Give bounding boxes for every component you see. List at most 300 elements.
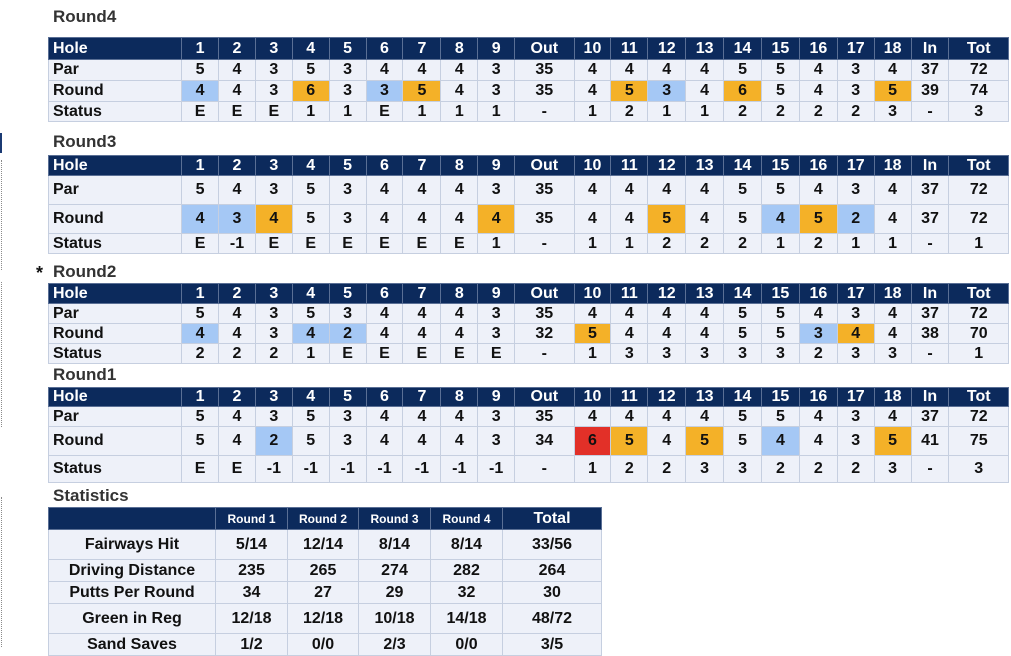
score-cell: 1 [329, 102, 366, 122]
score-cell: 1 [761, 234, 799, 254]
dotted-divider [1, 160, 2, 270]
score-cell: 4 [441, 427, 478, 456]
score-cell: 3 [837, 81, 874, 102]
score-cell: E [292, 234, 329, 254]
status-row [49, 234, 1009, 254]
score-cell: 1 [441, 102, 478, 122]
statistic-value: 0/0 [431, 634, 503, 656]
score-cell: 4 [292, 156, 329, 176]
header-row [49, 388, 1009, 407]
score-cell: 4 [441, 176, 478, 205]
score-cell: 2 [837, 205, 874, 234]
statistics-row [49, 604, 602, 634]
score-cell: 37 [911, 60, 949, 81]
score-cell: 1 [574, 456, 611, 483]
score-cell: 3 [837, 344, 874, 364]
score-cell: 5 [761, 324, 799, 344]
score-cell: 4 [219, 304, 256, 324]
score-cell: 11 [611, 38, 648, 60]
score-cell: 4 [292, 388, 329, 407]
score-cell: Out [515, 284, 574, 304]
dotted-divider [1, 497, 2, 647]
score-cell: 16 [799, 156, 837, 176]
score-cell: 3 [255, 324, 292, 344]
score-cell: 4 [403, 407, 441, 427]
score-cell: 2 [648, 456, 686, 483]
score-cell: 2 [761, 102, 799, 122]
score-cell: 4 [255, 205, 292, 234]
score-cell: 72 [949, 176, 1009, 205]
score-cell: 2 [724, 234, 762, 254]
statistic-value: 30 [503, 582, 602, 604]
score-cell: 4 [686, 324, 724, 344]
score-cell: 3 [255, 81, 292, 102]
score-cell: 1 [574, 344, 611, 364]
score-cell: -1 [403, 456, 441, 483]
score-cell: 4 [648, 304, 686, 324]
score-cell: 6 [292, 81, 329, 102]
score-cell: 4 [182, 205, 219, 234]
statistics-title: Statistics [53, 486, 129, 505]
score-cell: 37 [911, 176, 949, 205]
score-cell: E [329, 234, 366, 254]
score-cell: 3 [837, 176, 874, 205]
score-cell: 3 [478, 81, 515, 102]
score-cell: 4 [441, 407, 478, 427]
score-cell: 3 [686, 344, 724, 364]
score-cell: 5 [292, 427, 329, 456]
score-cell: 3 [648, 81, 686, 102]
score-cell: 4 [219, 81, 256, 102]
score-cell: 16 [799, 38, 837, 60]
row-label: Par [49, 176, 182, 205]
score-cell: 4 [182, 81, 219, 102]
score-cell: 4 [441, 324, 478, 344]
score-cell: 5 [292, 176, 329, 205]
score-cell: 1 [292, 344, 329, 364]
statistic-value: 10/18 [359, 604, 431, 634]
statistic-value: 8/14 [431, 530, 503, 560]
score-cell: 4 [441, 205, 478, 234]
score-cell: 1 [686, 102, 724, 122]
statistic-value: 264 [503, 560, 602, 582]
score-cell: 3 [724, 456, 762, 483]
score-cell: 1 [292, 102, 329, 122]
score-cell: 2 [837, 456, 874, 483]
round-title: Round3 [53, 132, 117, 151]
score-cell: 3 [255, 38, 292, 60]
statistics-header-cell: Round 1 [216, 508, 288, 530]
statistics-table [48, 507, 602, 656]
score-cell: -1 [255, 456, 292, 483]
statistic-value: 0/0 [288, 634, 359, 656]
score-cell: 4 [403, 324, 441, 344]
score-cell: 2 [611, 456, 648, 483]
score-cell: 5 [761, 176, 799, 205]
score-cell: 5 [724, 176, 762, 205]
score-cell: 3 [686, 456, 724, 483]
score-cell: 35 [515, 304, 574, 324]
score-cell: 4 [686, 60, 724, 81]
statistics-header-row [49, 508, 602, 530]
row-label: Status [49, 344, 182, 364]
score-cell: 2 [219, 156, 256, 176]
score-cell: 4 [686, 407, 724, 427]
statistic-value: 12/18 [288, 604, 359, 634]
score-cell: 4 [799, 427, 837, 456]
score-cell: 6 [574, 427, 611, 456]
score-cell: 34 [515, 427, 574, 456]
score-cell: 72 [949, 60, 1009, 81]
score-cell: 4 [611, 60, 648, 81]
score-cell: 8 [441, 284, 478, 304]
score-cell: 3 [255, 156, 292, 176]
score-cell: 4 [837, 324, 874, 344]
statistic-value: 12/14 [288, 530, 359, 560]
score-cell: 6 [366, 156, 403, 176]
score-cell: 1 [648, 102, 686, 122]
score-cell: Out [515, 156, 574, 176]
score-cell: 3 [837, 407, 874, 427]
score-cell: -1 [478, 456, 515, 483]
score-cell: 4 [366, 324, 403, 344]
score-cell: 18 [874, 284, 911, 304]
score-cell: E [366, 234, 403, 254]
score-cell: 3 [329, 407, 366, 427]
score-cell: 3 [255, 176, 292, 205]
score-cell: 16 [799, 284, 837, 304]
score-cell: -1 [366, 456, 403, 483]
scorecard-table [48, 283, 1009, 364]
score-cell: 17 [837, 156, 874, 176]
score-cell: 6 [724, 81, 762, 102]
score-cell: 4 [611, 176, 648, 205]
score-cell: 13 [686, 284, 724, 304]
status-row [49, 344, 1009, 364]
score-cell: 1 [574, 102, 611, 122]
score-cell: E [182, 234, 219, 254]
score-cell: 4 [403, 427, 441, 456]
score-cell: 2 [219, 284, 256, 304]
score-cell: 5 [611, 427, 648, 456]
score-cell: 5 [724, 427, 762, 456]
score-cell: 5 [724, 205, 762, 234]
score-cell: 2 [761, 456, 799, 483]
score-cell: 7 [403, 156, 441, 176]
score-cell: 4 [686, 205, 724, 234]
score-cell: 4 [574, 176, 611, 205]
score-cell: 5 [724, 304, 762, 324]
score-cell: 4 [761, 427, 799, 456]
score-cell: 5 [182, 60, 219, 81]
score-cell: 3 [837, 427, 874, 456]
round-row [49, 427, 1009, 456]
score-cell: 2 [686, 234, 724, 254]
row-label: Status [49, 456, 182, 483]
score-cell: 14 [724, 156, 762, 176]
header-row [49, 284, 1009, 304]
score-cell: - [515, 234, 574, 254]
score-cell: 7 [403, 284, 441, 304]
score-cell: 4 [574, 407, 611, 427]
score-cell: 5 [761, 407, 799, 427]
score-cell: 6 [366, 388, 403, 407]
score-cell: 4 [292, 284, 329, 304]
score-cell: E [219, 456, 256, 483]
statistic-label: Putts Per Round [49, 582, 216, 604]
score-cell: 17 [837, 388, 874, 407]
score-cell: 3 [255, 60, 292, 81]
score-cell: 3 [949, 456, 1009, 483]
score-cell: 72 [949, 407, 1009, 427]
score-cell: 3 [949, 102, 1009, 122]
score-cell: 35 [515, 176, 574, 205]
score-cell: 4 [574, 60, 611, 81]
score-cell: 3 [329, 427, 366, 456]
score-cell: 2 [799, 234, 837, 254]
score-cell: 4 [686, 81, 724, 102]
score-cell: -1 [292, 456, 329, 483]
score-cell: 11 [611, 284, 648, 304]
scorecard-table [48, 37, 1009, 122]
score-cell: 3 [837, 304, 874, 324]
score-cell: Tot [949, 156, 1009, 176]
score-cell: 15 [761, 388, 799, 407]
score-cell: 4 [219, 407, 256, 427]
row-label: Status [49, 234, 182, 254]
score-cell: 3 [329, 205, 366, 234]
score-cell: 5 [182, 407, 219, 427]
score-cell: 4 [292, 324, 329, 344]
score-cell: 2 [724, 102, 762, 122]
score-cell: 3 [478, 60, 515, 81]
statistic-value: 282 [431, 560, 503, 582]
score-cell: 1 [182, 156, 219, 176]
score-cell: E [478, 344, 515, 364]
score-cell: - [515, 344, 574, 364]
statistic-value: 14/18 [431, 604, 503, 634]
score-cell: 2 [799, 456, 837, 483]
score-cell: 5 [686, 427, 724, 456]
score-cell: 5 [724, 407, 762, 427]
score-cell: 2 [648, 234, 686, 254]
score-cell: 4 [874, 176, 911, 205]
score-cell: 3 [219, 205, 256, 234]
par-row [49, 60, 1009, 81]
row-label: Hole [49, 38, 182, 60]
score-cell: 3 [329, 60, 366, 81]
score-cell: 5 [724, 60, 762, 81]
score-cell: 4 [874, 60, 911, 81]
score-cell: 4 [366, 304, 403, 324]
score-cell: 4 [219, 324, 256, 344]
score-cell: 7 [403, 388, 441, 407]
score-cell: 3 [611, 344, 648, 364]
score-cell: 4 [799, 176, 837, 205]
header-row [49, 38, 1009, 60]
score-cell: 10 [574, 388, 611, 407]
score-cell: 3 [837, 60, 874, 81]
statistic-label: Driving Distance [49, 560, 216, 582]
score-cell: 18 [874, 38, 911, 60]
score-cell: 3 [874, 456, 911, 483]
score-cell: 4 [574, 81, 611, 102]
score-cell: 3 [724, 344, 762, 364]
score-cell: 4 [441, 304, 478, 324]
score-cell: - [911, 102, 949, 122]
score-cell: 5 [329, 38, 366, 60]
row-label: Hole [49, 284, 182, 304]
header-row [49, 156, 1009, 176]
score-cell: E [182, 102, 219, 122]
score-cell: 74 [949, 81, 1009, 102]
statistic-value: 32 [431, 582, 503, 604]
statistics-row [49, 560, 602, 582]
par-row [49, 176, 1009, 205]
score-cell: 39 [911, 81, 949, 102]
score-cell: 1 [182, 284, 219, 304]
score-cell: 5 [329, 156, 366, 176]
round-title: Round1 [53, 365, 117, 384]
statistic-value: 27 [288, 582, 359, 604]
score-cell: 2 [219, 38, 256, 60]
score-cell: 3 [329, 304, 366, 324]
score-cell: 4 [648, 427, 686, 456]
score-cell: 4 [874, 304, 911, 324]
row-label: Hole [49, 388, 182, 407]
score-cell: 37 [911, 304, 949, 324]
score-cell: 3 [478, 176, 515, 205]
statistic-label: Fairways Hit [49, 530, 216, 560]
score-cell: 17 [837, 284, 874, 304]
statistic-value: 2/3 [359, 634, 431, 656]
score-cell: 3 [478, 427, 515, 456]
score-cell: 3 [874, 344, 911, 364]
statistics-header-cell: Total [503, 508, 602, 530]
score-cell: 4 [219, 60, 256, 81]
score-cell: 1 [403, 102, 441, 122]
score-cell: 14 [724, 38, 762, 60]
score-cell: 3 [255, 304, 292, 324]
score-cell: 4 [799, 304, 837, 324]
statistics-row [49, 582, 602, 604]
score-cell: -1 [441, 456, 478, 483]
score-cell: 3 [329, 81, 366, 102]
score-cell: 4 [292, 38, 329, 60]
score-cell: 1 [478, 102, 515, 122]
score-cell: 17 [837, 38, 874, 60]
score-cell: 4 [611, 304, 648, 324]
score-cell: 13 [686, 38, 724, 60]
score-cell: 1 [574, 234, 611, 254]
statistic-value: 8/14 [359, 530, 431, 560]
score-cell: 4 [799, 81, 837, 102]
score-cell: 3 [799, 324, 837, 344]
score-cell: 5 [611, 81, 648, 102]
score-cell: 16 [799, 388, 837, 407]
score-cell: 41 [911, 427, 949, 456]
left-edge-bar [0, 133, 2, 153]
score-cell: 4 [686, 304, 724, 324]
score-cell: 4 [648, 324, 686, 344]
score-cell: 4 [799, 407, 837, 427]
score-cell: E [329, 344, 366, 364]
score-cell: E [403, 344, 441, 364]
score-cell: 5 [182, 304, 219, 324]
statistic-value: 3/5 [503, 634, 602, 656]
scorecard-table [48, 387, 1009, 483]
score-cell: 4 [799, 60, 837, 81]
score-cell: 4 [648, 60, 686, 81]
score-cell: 5 [648, 205, 686, 234]
statistics-header-cell: Round 2 [288, 508, 359, 530]
score-cell: 4 [366, 407, 403, 427]
row-label: Par [49, 304, 182, 324]
score-cell: 11 [611, 156, 648, 176]
score-cell: 1 [182, 38, 219, 60]
score-cell: 4 [403, 304, 441, 324]
score-cell: 3 [648, 344, 686, 364]
score-cell: 2 [219, 344, 256, 364]
score-cell: 4 [611, 205, 648, 234]
score-cell: 15 [761, 156, 799, 176]
score-cell: Out [515, 38, 574, 60]
score-cell: 9 [478, 38, 515, 60]
score-cell: 12 [648, 156, 686, 176]
score-cell: 72 [949, 205, 1009, 234]
score-cell: 5 [292, 205, 329, 234]
score-cell: 4 [366, 427, 403, 456]
score-cell: 4 [403, 205, 441, 234]
par-row [49, 304, 1009, 324]
score-cell: 3 [329, 176, 366, 205]
score-cell: - [911, 344, 949, 364]
score-cell: 10 [574, 284, 611, 304]
score-cell: 1 [949, 344, 1009, 364]
score-cell: 2 [255, 344, 292, 364]
statistic-value: 34 [216, 582, 288, 604]
score-cell: E [255, 102, 292, 122]
score-cell: 4 [366, 176, 403, 205]
score-cell: 4 [441, 81, 478, 102]
score-cell: 2 [329, 324, 366, 344]
score-cell: 15 [761, 284, 799, 304]
statistic-value: 235 [216, 560, 288, 582]
score-cell: 5 [761, 60, 799, 81]
score-cell: 10 [574, 156, 611, 176]
score-cell: 35 [515, 407, 574, 427]
score-cell: - [515, 456, 574, 483]
score-cell: 9 [478, 156, 515, 176]
score-cell: 4 [403, 176, 441, 205]
score-cell: 4 [874, 205, 911, 234]
score-cell: 10 [574, 38, 611, 60]
row-label: Hole [49, 156, 182, 176]
scorecard-table [48, 155, 1009, 254]
score-cell: - [911, 456, 949, 483]
statistic-value: 1/2 [216, 634, 288, 656]
score-cell: 18 [874, 156, 911, 176]
score-cell: 4 [761, 205, 799, 234]
row-label: Round [49, 427, 182, 456]
round-title: Round4 [53, 7, 117, 26]
score-cell: 2 [611, 102, 648, 122]
score-cell: 4 [648, 407, 686, 427]
score-cell: 3 [478, 407, 515, 427]
score-cell: 5 [182, 176, 219, 205]
score-cell: 3 [874, 102, 911, 122]
score-cell: 5 [761, 304, 799, 324]
